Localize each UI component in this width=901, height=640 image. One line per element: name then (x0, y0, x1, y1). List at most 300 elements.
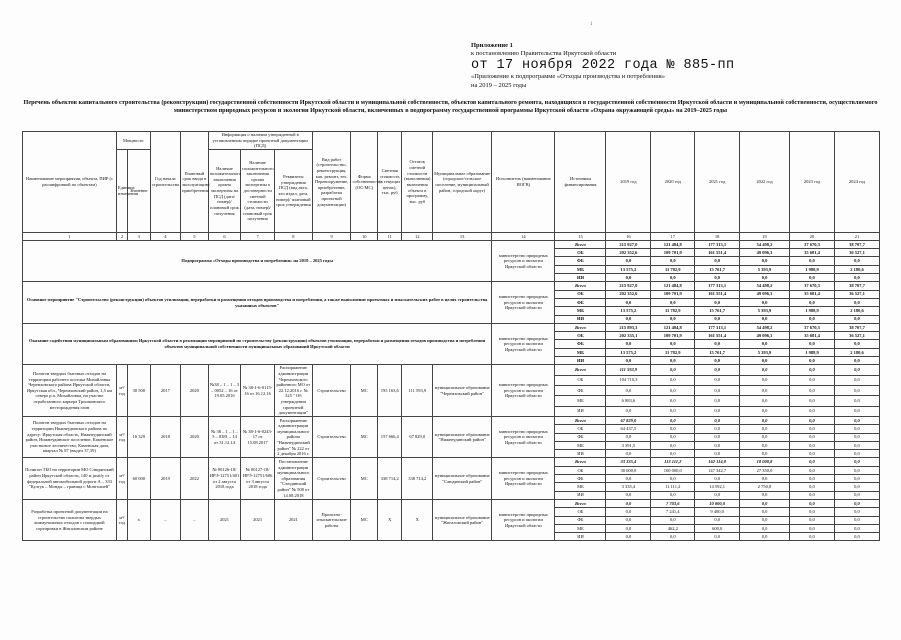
finance-value: 0,0 (790, 524, 835, 532)
finance-value: 0,0 (651, 365, 695, 375)
finance-value: 0,0 (740, 491, 790, 499)
finance-value: 0,0 (834, 406, 879, 416)
finance-value: 0,0 (740, 315, 790, 323)
finance-value: 0,0 (695, 396, 740, 406)
col-header-2019: 2019 год (606, 132, 651, 233)
finance-value: 0,0 (790, 491, 835, 499)
finance-value: 10 000,0 (695, 499, 740, 507)
finance-value: 0,0 (651, 375, 695, 385)
finance-source: МБ (555, 441, 606, 449)
page-number: 1 (590, 22, 593, 27)
finance-value: 0,0 (834, 491, 879, 499)
finance-source: МБ (555, 483, 606, 491)
finance-value: 109 701,9 (651, 290, 695, 298)
finance-value: 37 670,3 (790, 323, 835, 331)
col-number: 15 (555, 232, 606, 240)
finance-value: 0,0 (651, 315, 695, 323)
finance-value: 161 551,4 (695, 249, 740, 257)
col-number: 3 (128, 232, 150, 240)
finance-value: 2 180,6 (834, 265, 879, 273)
finance-source: ОБ (555, 508, 606, 516)
finance-value: 64 437,5 (606, 425, 651, 433)
finance-value: 600,0 (695, 524, 740, 532)
col-header-executor: Исполнитель (наименование ИОГВ) (492, 132, 555, 233)
finance-value: 0,0 (834, 375, 879, 385)
object-cost: Х (377, 499, 401, 540)
finance-source: ИИ (555, 406, 606, 416)
section-finance-row (23, 240, 880, 248)
resolution-date-stamp: от 17 ноября 2022 года № 885-пп (471, 58, 735, 74)
finance-value: 0,0 (740, 357, 790, 365)
finance-value: 0,0 (606, 508, 651, 516)
finance-value: 0,0 (740, 396, 790, 406)
finance-source: Всего (555, 365, 606, 375)
finance-value: 0,0 (790, 450, 835, 458)
object-ownership: МС (351, 458, 378, 499)
col-number: 7 (241, 232, 275, 240)
finance-source: ФБ (555, 433, 606, 441)
finance-source: ФБ (555, 298, 606, 306)
finance-value: 0,0 (740, 385, 790, 395)
col-number: 6 (208, 232, 241, 240)
finance-value: 9 400,0 (695, 508, 740, 516)
finance-value: 0,0 (651, 396, 695, 406)
object-year-plan: 2020 (181, 365, 209, 417)
finance-value: 0,0 (834, 416, 879, 424)
object-capacity: 60 000 (128, 458, 150, 499)
finance-value: 0,0 (606, 274, 651, 282)
finance-value: 177 313,1 (695, 282, 740, 290)
finance-source: Всего (555, 240, 606, 248)
finance-value: 0,0 (695, 491, 740, 499)
object-finance-row (23, 416, 880, 424)
col-header-remaining: Остаток сметной стоимости (выполнения) включения объекта в программу, тыс. руб (402, 132, 433, 233)
finance-value: 0,0 (834, 475, 879, 483)
finance-value: 0,0 (834, 385, 879, 395)
appendix-subprogram: «Приложение к подпрограмме «Отходы производства и потребления» (471, 73, 665, 81)
finance-value: 36 527,1 (834, 332, 879, 340)
object-ownership: МС (351, 499, 378, 540)
object-executor: министерство природных ресурсов и экологии Иркутской области (492, 499, 555, 540)
finance-value: 0,0 (606, 475, 651, 483)
finance-value: 0,0 (740, 406, 790, 416)
finance-value: 0,0 (834, 357, 879, 365)
finance-source: ОБ (555, 332, 606, 340)
finance-value: 0,0 (834, 315, 879, 323)
finance-value: 0,0 (834, 499, 879, 507)
finance-value: 0,0 (790, 508, 835, 516)
col-header-value: Значение (128, 149, 150, 232)
object-municipality: муниципальное образование "Черемховский район" (433, 365, 492, 417)
col-number: 16 (606, 232, 651, 240)
finance-source: ОБ (555, 425, 606, 433)
finance-value: 0,0 (790, 458, 835, 466)
finance-value: 54 498,2 (740, 323, 790, 331)
finance-value: 11 111,2 (651, 483, 695, 491)
finance-value: 2 180,6 (834, 307, 879, 315)
finance-source: ИИ (555, 315, 606, 323)
col-header-municipality: Муниципальное образование (городское/сельское поселение, муниципальный район, городской округ) (433, 132, 492, 233)
finance-value: 0,0 (695, 475, 740, 483)
finance-value: 33 335,4 (606, 458, 651, 466)
finance-value: 0,0 (606, 357, 651, 365)
finance-value: 0,0 (695, 416, 740, 424)
finance-value: 113 111,2 (651, 458, 695, 466)
object-year-plan: 2020 (181, 416, 209, 457)
object-capacity: 16 329 (128, 416, 150, 457)
object-unit: м³/год (116, 416, 127, 457)
finance-value: 215 893,3 (606, 323, 651, 331)
col-header-work-type: Вид работ (строительство, реконструкция, кап. ремонт, тех. Перевооружение, приобретение, разработка проектной документации) (312, 132, 351, 233)
col-number: 9 (312, 232, 351, 240)
object-executor: министерство природных ресурсов и экологии Иркутской области (492, 458, 555, 499)
finance-value: 0,0 (740, 450, 790, 458)
finance-value: 0,0 (651, 475, 695, 483)
finance-value: 30 000,0 (606, 466, 651, 474)
object-year-plan: 2022 (181, 458, 209, 499)
finance-value: 18 000,8 (740, 458, 790, 466)
finance-value: 0,0 (834, 257, 879, 265)
finance-value: 0,0 (606, 385, 651, 395)
finance-value: 49 096,3 (740, 249, 790, 257)
finance-value: 0,0 (695, 365, 740, 375)
finance-value: 0,0 (695, 406, 740, 416)
object-ownership: МС (351, 365, 378, 417)
finance-value: 3 335,4 (606, 483, 651, 491)
object-work-type: Проектно-изыскательские работы (312, 499, 351, 540)
finance-value: 11 782,9 (651, 307, 695, 315)
finance-value: 0,0 (695, 315, 740, 323)
finance-value: 0,0 (790, 533, 835, 541)
finance-value: 7 703,6 (651, 499, 695, 507)
finance-value: 109 701,9 (651, 332, 695, 340)
col-header-pd-approval: Реквизиты утверждения ПСД (вид акта, кто издал, дата, номер)/ плановый срок утверждения (274, 149, 312, 232)
object-pd-expertise: № 00126-18/ИРЭ-12751/401 от 2 августа 2018 года (208, 458, 241, 499)
finance-source: Всего (555, 458, 606, 466)
finance-source: МБ (555, 524, 606, 532)
finance-value: 0,0 (834, 340, 879, 348)
finance-value: 0,0 (740, 475, 790, 483)
finance-source: ОБ (555, 466, 606, 474)
finance-value: 0,0 (740, 416, 790, 424)
object-pd-approval: 2021 (274, 499, 312, 540)
col-number: 12 (402, 232, 433, 240)
finance-value: 27 350,0 (740, 466, 790, 474)
section-finance-row (23, 282, 880, 290)
finance-value: 36 527,1 (834, 290, 879, 298)
finance-value: 104 710,3 (606, 375, 651, 385)
finance-value: 147 342,7 (695, 466, 740, 474)
object-executor: министерство природных ресурсов и экологии Иркутской области (492, 416, 555, 457)
finance-source: ФБ (555, 475, 606, 483)
finance-value: 35 681,4 (790, 249, 835, 257)
finance-value: 0,0 (740, 433, 790, 441)
finance-value: 0,0 (651, 416, 695, 424)
finance-value: 0,0 (790, 441, 835, 449)
finance-value: 0,0 (606, 433, 651, 441)
object-work-type: Строительство (312, 416, 351, 457)
finance-value: 0,0 (740, 516, 790, 524)
column-number-row (23, 232, 880, 240)
finance-value: 1 988,9 (790, 348, 835, 356)
finance-value: 15 761,7 (695, 348, 740, 356)
finance-value: 0,0 (651, 274, 695, 282)
finance-value: 0,0 (790, 483, 835, 491)
finance-value: 1 988,9 (790, 307, 835, 315)
finance-value: 49 096,3 (740, 290, 790, 298)
finance-value: 0,0 (834, 450, 879, 458)
object-pd-approval: Распоряжение администрации муниципального района "Нижнеудинский район" № 222 от 2 декабря 2016 г. (274, 416, 312, 457)
objects-table (22, 131, 880, 541)
object-name: Полигон ТБО на территории МО Слюдянский район Иркутской области, 140 м justify от федеральной автомобильной дороги А – 333 "Култук – Монды – граница с Монголией" (23, 458, 117, 499)
col-header-2022: 2022 год (740, 132, 790, 233)
finance-value: 0,0 (740, 340, 790, 348)
finance-source: МБ (555, 348, 606, 356)
col-number: 10 (351, 232, 378, 240)
finance-value: 0,0 (695, 533, 740, 541)
finance-value: 0,0 (651, 357, 695, 365)
finance-value: 5 393,9 (740, 307, 790, 315)
section-executor: министерство природных ресурсов и экологии Иркутской области (492, 282, 555, 323)
appendix-header (471, 42, 891, 90)
finance-value: 0,0 (834, 466, 879, 474)
finance-value: 202 335,1 (606, 332, 651, 340)
object-municipality: муниципальное образование "Жигаловский район" (433, 499, 492, 540)
finance-value: 37 670,3 (790, 240, 835, 248)
finance-value: 11 782,9 (651, 265, 695, 273)
finance-value: 0,0 (834, 274, 879, 282)
finance-value: 0,0 (790, 298, 835, 306)
finance-value: 0,0 (651, 340, 695, 348)
finance-value: 177 313,1 (695, 323, 740, 331)
finance-source: ИИ (555, 450, 606, 458)
object-cost: 195 163,6 (377, 365, 401, 417)
appendix-label: Приложение 1 (471, 42, 513, 49)
finance-value: 215 927,0 (606, 240, 651, 248)
finance-source: Всего (555, 323, 606, 331)
object-pd-expertise: 2021 (208, 499, 241, 540)
col-header-2023: 2023 год (790, 132, 835, 233)
finance-value: 0,0 (651, 406, 695, 416)
finance-value: 0,0 (834, 365, 879, 375)
finance-value: 0,0 (790, 385, 835, 395)
finance-value: 121 484,8 (651, 282, 695, 290)
finance-value: 0,0 (834, 425, 879, 433)
object-pd-expertise: №38 – 1 – 1 – 3 – 0052 – 16 от 19.05.2016 (208, 365, 241, 417)
finance-value: 13 575,2 (606, 348, 651, 356)
finance-value: 13 575,2 (606, 265, 651, 273)
finance-value: 0,0 (695, 357, 740, 365)
finance-value: 0,0 (790, 274, 835, 282)
finance-value: 161 551,4 (695, 290, 740, 298)
finance-value: 0,0 (834, 533, 879, 541)
finance-value: 0,0 (695, 441, 740, 449)
object-unit: м³/год (116, 458, 127, 499)
finance-value: 0,0 (740, 375, 790, 385)
finance-value: 0,0 (740, 508, 790, 516)
object-year-start: 2018 (150, 416, 181, 457)
finance-value: 0,0 (740, 533, 790, 541)
finance-value: 0,0 (651, 491, 695, 499)
finance-value: 109 701,9 (651, 249, 695, 257)
object-capacity: х (128, 499, 150, 540)
col-number: 21 (834, 232, 879, 240)
finance-source: ФБ (555, 340, 606, 348)
finance-value: 67 829,0 (606, 416, 651, 424)
finance-value: 0,0 (834, 508, 879, 516)
finance-value: 0,0 (651, 257, 695, 265)
section-executor: министерство природных ресурсов и экологии Иркутской области (492, 323, 555, 364)
finance-value: 0,0 (695, 425, 740, 433)
finance-source: МБ (555, 396, 606, 406)
object-remaining: 67 829,0 (402, 416, 433, 457)
appendix-years: на 2019 – 2025 годы (471, 81, 527, 89)
section-name: Основное мероприятие "Строительство (реконструкция) объектов утилизации, переработки и размещения отходов производства и потребления, а также выполнение проектных и изыскательских работ в целях строительства указанных объектов" (23, 282, 492, 323)
finance-value: 0,0 (834, 396, 879, 406)
finance-source: ИИ (555, 533, 606, 541)
object-cost: 338 714,2 (377, 458, 401, 499)
col-number: 2 (116, 232, 127, 240)
col-number: 19 (740, 232, 790, 240)
finance-value: 0,0 (790, 416, 835, 424)
finance-value: 0,0 (606, 257, 651, 265)
object-executor: министерство природных ресурсов и экологии Иркутской области (492, 365, 555, 417)
finance-source: Всего (555, 499, 606, 507)
finance-value: 0,0 (790, 406, 835, 416)
finance-value: 0,0 (790, 357, 835, 365)
object-remaining: 111 593,9 (402, 365, 433, 417)
finance-value: 0,0 (606, 499, 651, 507)
finance-source: ОБ (555, 249, 606, 257)
finance-value: 0,0 (834, 458, 879, 466)
object-municipality: муниципальное образование "Слюдянский район" (433, 458, 492, 499)
finance-value: 0,0 (834, 298, 879, 306)
finance-value: 0,0 (651, 425, 695, 433)
finance-value: 0,0 (695, 340, 740, 348)
object-pd-approval: Распоряжение администрации Черемховского районного МО от 22.12.2016 г. № 325 " Об утверждении проектной документации" (274, 365, 312, 417)
object-work-type: Строительство (312, 458, 351, 499)
finance-value: 37 670,3 (790, 282, 835, 290)
finance-value: 6 883,6 (606, 396, 651, 406)
finance-value: 7 241,4 (651, 508, 695, 516)
object-name: Полигон твердых бытовых отходов на территории рабочего поселка Михайловка Черемховского района Иркутской области, Иркутская обл., Черемховский район, 1,5 км северо р.п. Михайловка, на участке отработанного карьера Трошковского месторождения глин (23, 365, 117, 417)
finance-value: 2 180,6 (834, 348, 879, 356)
object-year-start: 2019 (150, 458, 181, 499)
col-number: 1 (23, 232, 117, 240)
finance-source: ИИ (555, 274, 606, 282)
finance-value: 1 988,9 (790, 265, 835, 273)
object-finance-row (23, 458, 880, 466)
finance-value: 11 782,9 (651, 348, 695, 356)
col-number: 17 (651, 232, 695, 240)
finance-value: 162 114,8 (695, 458, 740, 466)
finance-value: 0,0 (790, 315, 835, 323)
finance-source: ОБ (555, 375, 606, 385)
finance-value: 0,0 (606, 315, 651, 323)
object-name: Полигон твердых бытовых отходов на территории Нижнеудинского района по адресу: Иркутская область, Нижнеудинский район, Нижнеудинское поселение, Каменское участковое лесничество, Каменская дача, квартал № 87 (выдел 37,39) (23, 416, 117, 457)
finance-value: 202 352,6 (606, 249, 651, 257)
object-year-plan: – (181, 499, 209, 540)
finance-value: 121 484,8 (651, 240, 695, 248)
col-header-year-start: Год начала строительства (150, 132, 181, 233)
object-cost: 157 666,4 (377, 416, 401, 457)
col-header-2024: 2024 год (834, 132, 879, 233)
object-pd-expertise: № 38 – 1 – 1 – 3 – 0381 – 14 от 31.12.14 (208, 416, 241, 457)
col-header-ownership: Форма собственности (ОС/МС) (351, 132, 378, 233)
finance-source: Всего (555, 282, 606, 290)
finance-value: 202 352,6 (606, 290, 651, 298)
finance-value: 0,0 (695, 298, 740, 306)
object-municipality: муниципальное образование "Нижнеудинский район" (433, 416, 492, 457)
finance-value: 0,0 (695, 257, 740, 265)
finance-value: 0,0 (695, 450, 740, 458)
object-remaining: 338 714,2 (402, 458, 433, 499)
finance-value: 0,0 (790, 466, 835, 474)
finance-value: 0,0 (651, 533, 695, 541)
object-name: Разработка проектной документации на строительство полигона твердых коммунальных отходов с площадкой сортировки в Жигаловском районе (23, 499, 117, 540)
finance-value: 0,0 (651, 298, 695, 306)
finance-value: 0,0 (606, 516, 651, 524)
finance-value: 35 681,4 (790, 290, 835, 298)
finance-value: 54 498,2 (740, 282, 790, 290)
finance-value: 54 498,2 (740, 240, 790, 248)
finance-value: 0,0 (695, 516, 740, 524)
finance-value: 0,0 (606, 340, 651, 348)
section-name: Подпрограмма «Отходы производства и потребления» на 2019 – 2025 годы (23, 240, 492, 281)
finance-value: 36 527,1 (834, 249, 879, 257)
finance-value: 0,0 (834, 516, 879, 524)
object-capacity: 30 500 (128, 365, 150, 417)
finance-source: МБ (555, 265, 606, 273)
finance-value: 5 393,9 (740, 348, 790, 356)
col-number: 20 (790, 232, 835, 240)
finance-value: 161 551,4 (695, 332, 740, 340)
finance-value: 0,0 (834, 524, 879, 532)
object-year-start: – (150, 499, 181, 540)
col-header-2021: 2021 год (695, 132, 740, 233)
col-header-unit: Единица измерения (116, 149, 127, 232)
object-unit: м³/год (116, 365, 127, 417)
finance-source: ИИ (555, 357, 606, 365)
finance-source: ФБ (555, 257, 606, 265)
finance-value: 0,0 (606, 491, 651, 499)
finance-value: 0,0 (695, 274, 740, 282)
finance-value: 5 393,9 (740, 265, 790, 273)
finance-value: 0,0 (834, 441, 879, 449)
finance-value: 0,0 (740, 441, 790, 449)
object-pd-estimate: № 38-1-6-0243-17 от 15.08.2017 (241, 416, 275, 457)
document-title: Перечень объектов капитального строительства (реконструкции) государственной собственности Иркутской области и муниципальной собственности, объектов капитального ремонта, находящихся в государственной собственности Иркутской области и муниципальной собственности, осуществляемого министерством природных ресурсов и экологии Иркутской области, включенных в подпрограмму государственной программы Иркутской области «Охрана окружающей среды» на 2019–2025 годы (23, 99, 878, 115)
col-header-pd-expertise: Наличие положительного заключения органа экспертизы на ПСД (дата/номер)/ плановый срок получения (208, 149, 241, 232)
finance-value: 14 592,1 (695, 483, 740, 491)
object-finance-row (23, 365, 880, 375)
section-executor: министерство природных ресурсов и экологии Иркутской области (492, 240, 555, 281)
object-work-type: Строительство (312, 365, 351, 417)
finance-value: 49 096,3 (740, 332, 790, 340)
finance-source: ФБ (555, 516, 606, 524)
object-ownership: МС (351, 416, 378, 457)
finance-value: 0,0 (651, 433, 695, 441)
col-number: 14 (492, 232, 555, 240)
col-number: 11 (377, 232, 401, 240)
finance-value: 15 761,7 (695, 265, 740, 273)
finance-value: 0,0 (695, 433, 740, 441)
finance-value: 0,0 (695, 385, 740, 395)
finance-value: 3 391,5 (606, 441, 651, 449)
finance-source: ОБ (555, 290, 606, 298)
finance-value: 0,0 (790, 425, 835, 433)
finance-value: 0,0 (695, 375, 740, 385)
